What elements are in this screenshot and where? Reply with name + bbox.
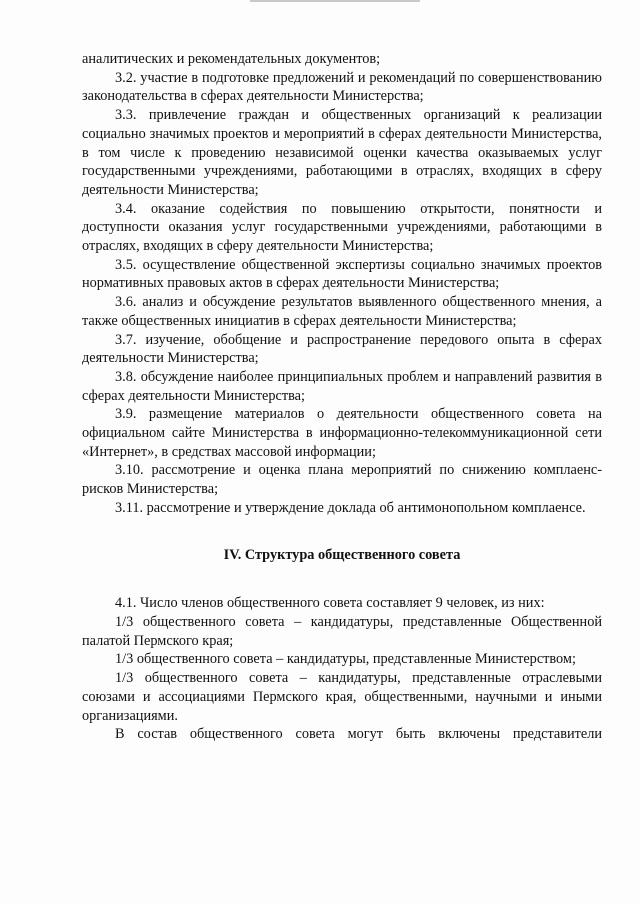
paragraph-3-4: 3.4. оказание содействия по повышению открытости, понятности и доступности оказания услуг государственными учреждениями, работающими в отраслях, входящих в сферу деятельности Министерства; bbox=[82, 200, 602, 255]
paragraph-3-1-tail: аналитических и рекомендательных документов; bbox=[82, 51, 381, 67]
paragraph-3-9: 3.9. размещение материалов о деятельности общественного совета на официальном сайте Министерства в информационно-телекоммуникационной сети «Интернет», в средствах массовой информации; bbox=[82, 406, 602, 460]
paragraph-4-1: 4.1. Число членов общественного совета составляет 9 человек, из них: bbox=[115, 595, 545, 612]
paragraph-3-8: 3.8. обсуждение наиболее принципиальных проблем и направлений развития в сферах деятельности Министерства; bbox=[82, 368, 602, 404]
paragraph-3-3: 3.3. привлечение граждан и общественных организаций к реализации социально значимых проектов и мероприятий в сферах деятельности Министерства, в том числе к проведению независимой оценки качества оказываемых услуг государственными учреждениями, работающими в отраслях, входящих в сферу деятельности Министерства; bbox=[82, 107, 602, 198]
section-heading: IV. Структура общественного совета bbox=[223, 546, 461, 563]
paragraph-4-1-public-chamber: 1/3 общественного совета – кандидатуры, представленные Общественной палатой Пермского края; bbox=[82, 613, 602, 649]
paragraph-4-2-start: В состав общественного совета могут быть включены представители bbox=[115, 726, 602, 743]
paragraph-3-6: 3.6. анализ и обсуждение результатов выявленного общественного мнения, а также общественных инициатив в сферах деятельности Министерства; bbox=[82, 294, 602, 329]
scan-artifact-top bbox=[250, 0, 420, 2]
paragraph-3-2: 3.2. участие в подготовке предложений и рекомендаций по совершенствованию законодательства в сферах деятельности Министерства; bbox=[82, 69, 602, 105]
document-body bbox=[82, 50, 602, 744]
paragraph-4-1-ministry: 1/3 общественного совета – кандидатуры, представленные Министерством; bbox=[115, 651, 576, 668]
paragraph-3-11: 3.11. рассмотрение и утверждение доклада об антимонопольном комплаенсе. bbox=[115, 499, 586, 516]
paragraph-4-1-unions: 1/3 общественного совета – кандидатуры, представленные отраслевыми союзами и ассоциациями Пермского края, общественными, научными и иными организациями. bbox=[82, 670, 602, 724]
paragraph-3-10: 3.10. рассмотрение и оценка плана мероприятий по снижению комплаенс-рисков Министерства; bbox=[82, 462, 602, 498]
paragraph-3-5: 3.5. осуществление общественной экспертизы социально значимых проектов нормативных правовых актов в сферах деятельности Министерства; bbox=[82, 256, 602, 292]
paragraph-3-7: 3.7. изучение, обобщение и распространение передового опыта в сферах деятельности Министерства; bbox=[82, 331, 602, 367]
